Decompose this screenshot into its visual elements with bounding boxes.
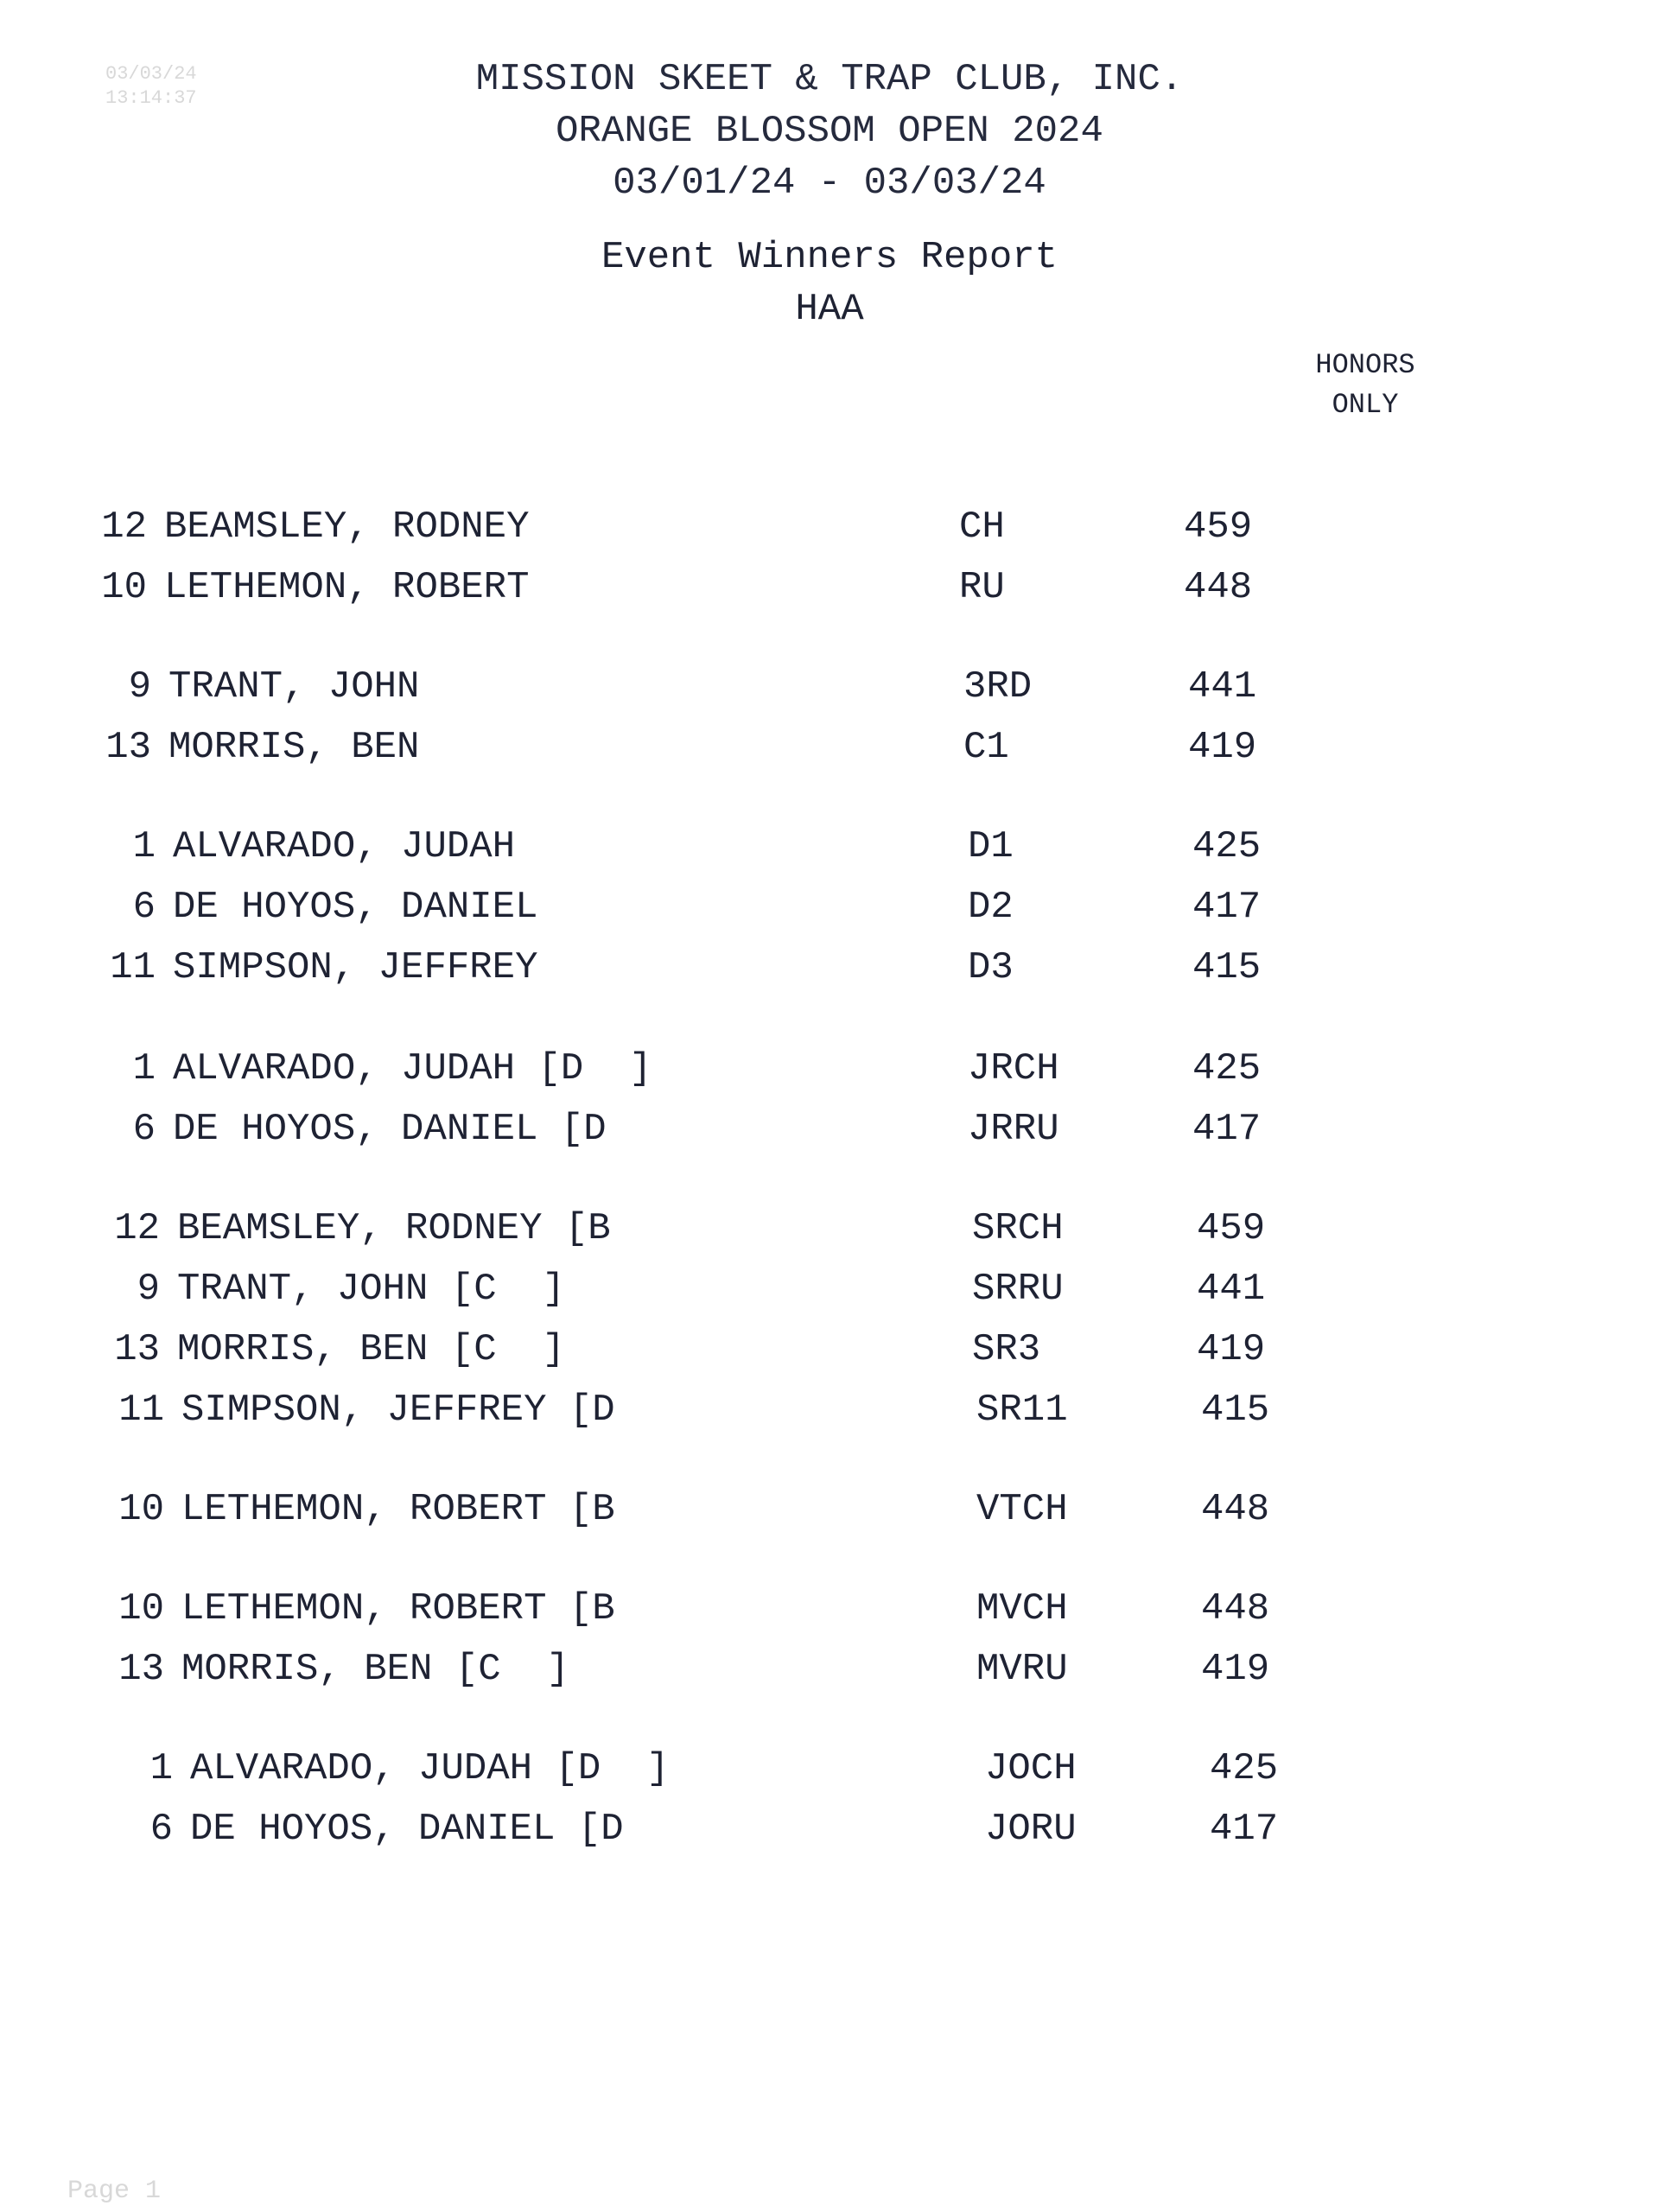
score: 448: [1201, 1488, 1270, 1531]
place: 6: [132, 1108, 156, 1151]
shooter-name: ALVARADO, JUDAH [D ]: [190, 1747, 670, 1790]
award-code: MVCH: [976, 1587, 1068, 1630]
result-row: [91, 661, 1387, 713]
shooter-name: LETHEMON, ROBERT: [164, 566, 530, 609]
club-name: MISSION SKEET & TRAP CLUB, INC.: [475, 58, 1184, 101]
shooter-name: ALVARADO, JUDAH [D ]: [173, 1047, 652, 1090]
award-code: SR3: [972, 1328, 1041, 1371]
result-row: [99, 1324, 1395, 1376]
shooter-name: SIMPSON, JEFFREY: [173, 946, 538, 989]
place: 13: [118, 1648, 164, 1691]
place: 12: [114, 1207, 160, 1250]
score: 417: [1192, 886, 1262, 929]
score: 448: [1201, 1587, 1270, 1630]
award-code: MVRU: [976, 1648, 1068, 1691]
shooter-name: LETHEMON, ROBERT [B: [181, 1587, 615, 1630]
place: 13: [114, 1328, 160, 1371]
shooter-name: BEAMSLEY, RODNEY: [164, 505, 530, 549]
place: 9: [137, 1268, 160, 1311]
result-row: [95, 1103, 1391, 1155]
award-code: JORU: [985, 1808, 1077, 1851]
result-row: [95, 942, 1391, 994]
result-row: [86, 501, 1382, 553]
event-name: ORANGE BLOSSOM OPEN 2024: [556, 110, 1103, 153]
result-row: [91, 721, 1387, 773]
score: 417: [1192, 1108, 1262, 1151]
place: 10: [101, 566, 147, 609]
score: 425: [1192, 1047, 1262, 1090]
score: 425: [1210, 1747, 1279, 1790]
place: 10: [118, 1587, 164, 1630]
award-code: D2: [968, 886, 1014, 929]
award-code: CH: [959, 505, 1005, 549]
page-number: Page 1: [67, 2177, 162, 2206]
result-row: [112, 1803, 1408, 1855]
score: 459: [1197, 1207, 1266, 1250]
shooter-name: SIMPSON, JEFFREY [D: [181, 1389, 615, 1432]
score: 419: [1197, 1328, 1266, 1371]
result-row: [99, 1203, 1395, 1255]
score: 441: [1188, 665, 1257, 709]
place: 12: [101, 505, 147, 549]
result-row: [95, 821, 1391, 873]
place: 9: [128, 665, 151, 709]
shooter-name: LETHEMON, ROBERT [B: [181, 1488, 615, 1531]
award-code: SR11: [976, 1389, 1068, 1432]
score: 415: [1201, 1389, 1270, 1432]
event-dates: 03/01/24 - 03/03/24: [613, 162, 1046, 205]
result-row: [104, 1643, 1400, 1695]
result-row: [104, 1583, 1400, 1635]
place: 6: [132, 886, 156, 929]
event-code: HAA: [795, 288, 864, 331]
award-code: JOCH: [985, 1747, 1077, 1790]
score: 419: [1201, 1648, 1270, 1691]
shooter-name: DE HOYOS, DANIEL [D: [190, 1808, 624, 1851]
score: 441: [1197, 1268, 1266, 1311]
place: 1: [149, 1747, 173, 1790]
place: 11: [118, 1389, 164, 1432]
award-code: RU: [959, 566, 1005, 609]
honors-line-1: HONORS: [1315, 349, 1415, 381]
shooter-name: MORRIS, BEN [C ]: [181, 1648, 569, 1691]
shooter-name: ALVARADO, JUDAH: [173, 825, 516, 868]
score: 448: [1184, 566, 1253, 609]
shooter-name: MORRIS, BEN: [168, 726, 420, 769]
result-row: [112, 1743, 1408, 1795]
result-row: [95, 1043, 1391, 1095]
place: 1: [132, 825, 156, 868]
award-code: 3RD: [963, 665, 1033, 709]
honors-line-2: ONLY: [1332, 389, 1399, 421]
place: 11: [110, 946, 156, 989]
shooter-name: DE HOYOS, DANIEL [D: [173, 1108, 607, 1151]
shooter-name: MORRIS, BEN [C ]: [177, 1328, 565, 1371]
award-code: JRCH: [968, 1047, 1059, 1090]
place: 10: [118, 1488, 164, 1531]
result-row: [104, 1384, 1400, 1436]
award-code: D1: [968, 825, 1014, 868]
score: 415: [1192, 946, 1262, 989]
award-code: SRRU: [972, 1268, 1064, 1311]
result-row: [99, 1263, 1395, 1315]
award-code: VTCH: [976, 1488, 1068, 1531]
place: 1: [132, 1047, 156, 1090]
print-time: 13:14:37: [105, 87, 197, 109]
score: 417: [1210, 1808, 1279, 1851]
score: 459: [1184, 505, 1253, 549]
award-code: JRRU: [968, 1108, 1059, 1151]
award-code: SRCH: [972, 1207, 1064, 1250]
score: 419: [1188, 726, 1257, 769]
score: 425: [1192, 825, 1262, 868]
print-date: 03/03/24: [105, 63, 197, 85]
shooter-name: BEAMSLEY, RODNEY [B: [177, 1207, 611, 1250]
shooter-name: TRANT, JOHN: [168, 665, 420, 709]
award-code: C1: [963, 726, 1009, 769]
place: 6: [149, 1808, 173, 1851]
shooter-name: DE HOYOS, DANIEL: [173, 886, 538, 929]
report-title: Event Winners Report: [601, 236, 1058, 279]
result-row: [104, 1484, 1400, 1535]
place: 13: [105, 726, 151, 769]
shooter-name: TRANT, JOHN [C ]: [177, 1268, 565, 1311]
result-row: [95, 881, 1391, 933]
award-code: D3: [968, 946, 1014, 989]
result-row: [86, 562, 1382, 613]
